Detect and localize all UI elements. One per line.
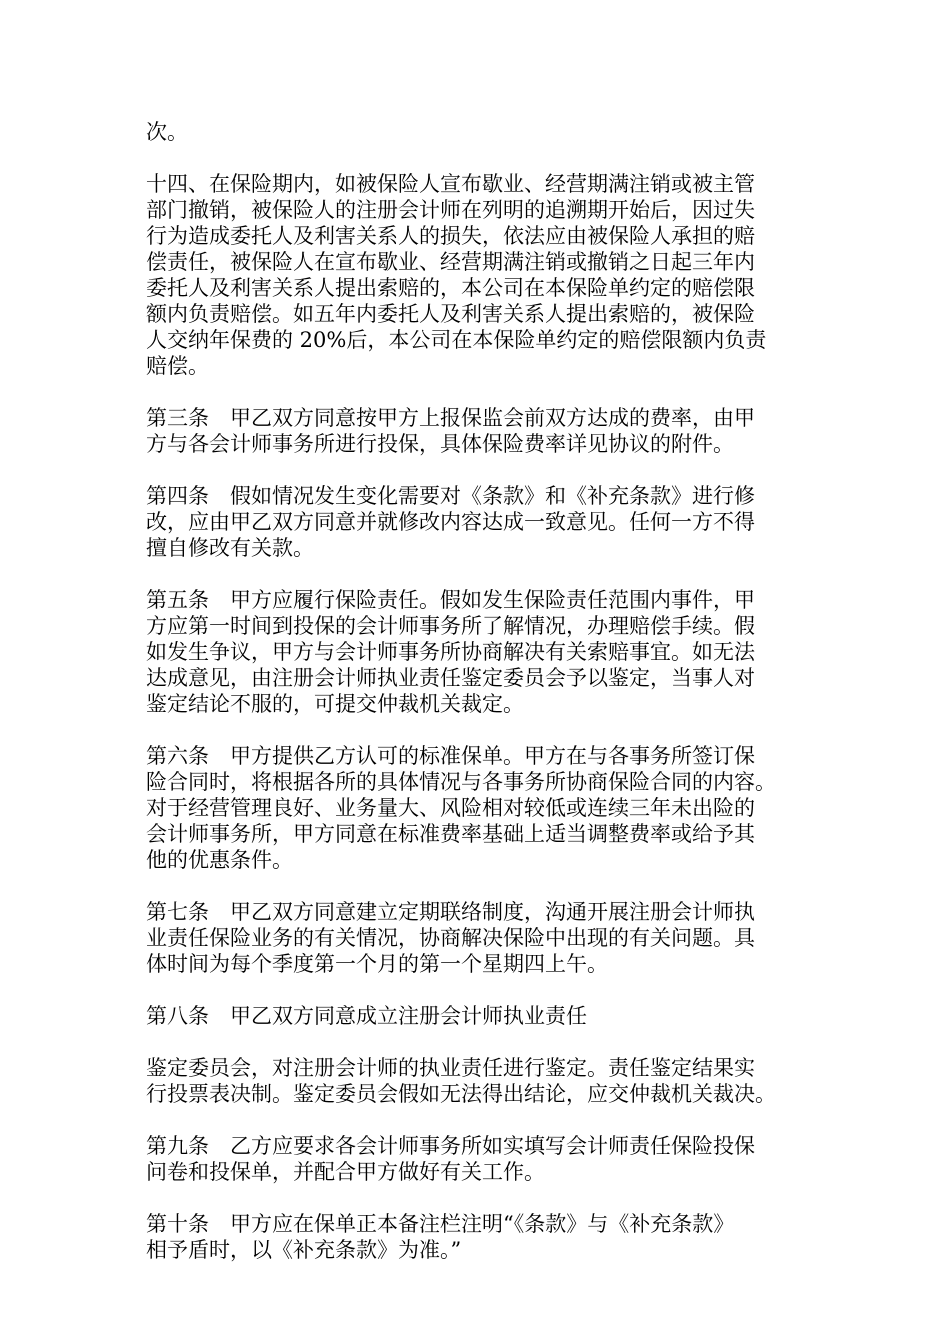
text-line: 第八条 甲乙双方同意成立注册会计师执业责任 [146, 1004, 587, 1028]
text-line: 偿责任，被保险人在宣布歇业、经营期满注销或撤销之日起三年内 [146, 250, 755, 274]
paragraph [146, 743, 816, 873]
text-line: 第九条 乙方应要求各会计师事务所如实填写会计师责任保险投保 [146, 1134, 755, 1158]
text-line: 相予盾时，以《补充条款》为准。” [146, 1238, 462, 1262]
document-body [146, 119, 816, 1289]
paragraph [146, 1211, 816, 1263]
paragraph [146, 587, 816, 717]
text-line: 达成意见，由注册会计师执业责任鉴定委员会予以鉴定，当事人对 [146, 666, 755, 690]
text-line: 体时间为每个季度第一个月的第一个星期四上午。 [146, 952, 608, 976]
text-line: 问卷和投保单，并配合甲方做好有关工作。 [146, 1160, 545, 1184]
text-line: 第三条 甲乙双方同意按甲方上报保监会前双方达成的费率，由甲 [146, 406, 755, 430]
text-line: 如发生争议，甲方与会计师事务所协商解决有关索赔事宜。如无法 [146, 640, 755, 664]
text-line: 行为造成委托人及利害关系人的损失，依法应由被保险人承担的赔 [146, 224, 755, 248]
text-line: 第七条 甲乙双方同意建立定期联络制度，沟通开展注册会计师执 [146, 900, 755, 924]
text-line: 擅自修改有关款。 [146, 536, 314, 560]
text-line: 部门撤销，被保险人的注册会计师在列明的追溯期开始后，因过失 [146, 198, 755, 222]
text-line: 行投票表决制。鉴定委员会假如无法得出结论，应交仲裁机关裁决。 [146, 1082, 776, 1106]
paragraph [146, 119, 816, 145]
text-line: 险合同时，将根据各所的具体情况与各事务所协商保险合同的内容。 [146, 770, 776, 794]
text-line: 人交纳年保费的 20%后，本公司在本保险单约定的赔偿限额内负责 [146, 328, 767, 352]
text-line: 委托人及利害关系人提出索赔的，本公司在本保险单约定的赔偿限 [146, 276, 755, 300]
text-line: 第五条 甲方应履行保险责任。假如发生保险责任范围内事件，甲 [146, 588, 755, 612]
text-line: 鉴定结论不服的，可提交仲裁机关裁定。 [146, 692, 524, 716]
text-line: 他的优惠条件。 [146, 848, 293, 872]
text-line: 额内负责赔偿。如五年内委托人及利害关系人提出索赔的，被保险 [146, 302, 755, 326]
text-line: 第六条 甲方提供乙方认可的标准保单。甲方在与各事务所签订保 [146, 744, 755, 768]
paragraph [146, 483, 816, 561]
text-line: 会计师事务所，甲方同意在标准费率基础上适当调整费率或给予其 [146, 822, 755, 846]
text-line: 次。 [146, 120, 188, 144]
paragraph [146, 1003, 816, 1029]
text-line: 业责任保险业务的有关情况，协商解决保险中出现的有关问题。具 [146, 926, 755, 950]
paragraph [146, 405, 816, 457]
paragraph [146, 1133, 816, 1185]
text-line: 改，应由甲乙双方同意并就修改内容达成一致意见。任何一方不得 [146, 510, 755, 534]
paragraph [146, 171, 816, 379]
text-line: 十四、在保险期内，如被保险人宣布歇业、经营期满注销或被主管 [146, 172, 755, 196]
text-line: 方与各会计师事务所进行投保，具体保险费率详见协议的附件。 [146, 432, 734, 456]
text-line: 鉴定委员会，对注册会计师的执业责任进行鉴定。责任鉴定结果实 [146, 1056, 755, 1080]
text-line: 对于经营管理良好、业务量大、风险相对较低或连续三年未出险的 [146, 796, 755, 820]
text-line: 方应第一时间到投保的会计师事务所了解情况，办理赔偿手续。假 [146, 614, 755, 638]
paragraph [146, 899, 816, 977]
text-line: 第四条 假如情况发生变化需要对《条款》和《补充条款》进行修 [146, 484, 755, 508]
text-line: 赔偿。 [146, 354, 209, 378]
text-line: 第十条 甲方应在保单正本备注栏注明“《条款》与《补充条款》 [146, 1212, 735, 1236]
paragraph [146, 1055, 816, 1107]
